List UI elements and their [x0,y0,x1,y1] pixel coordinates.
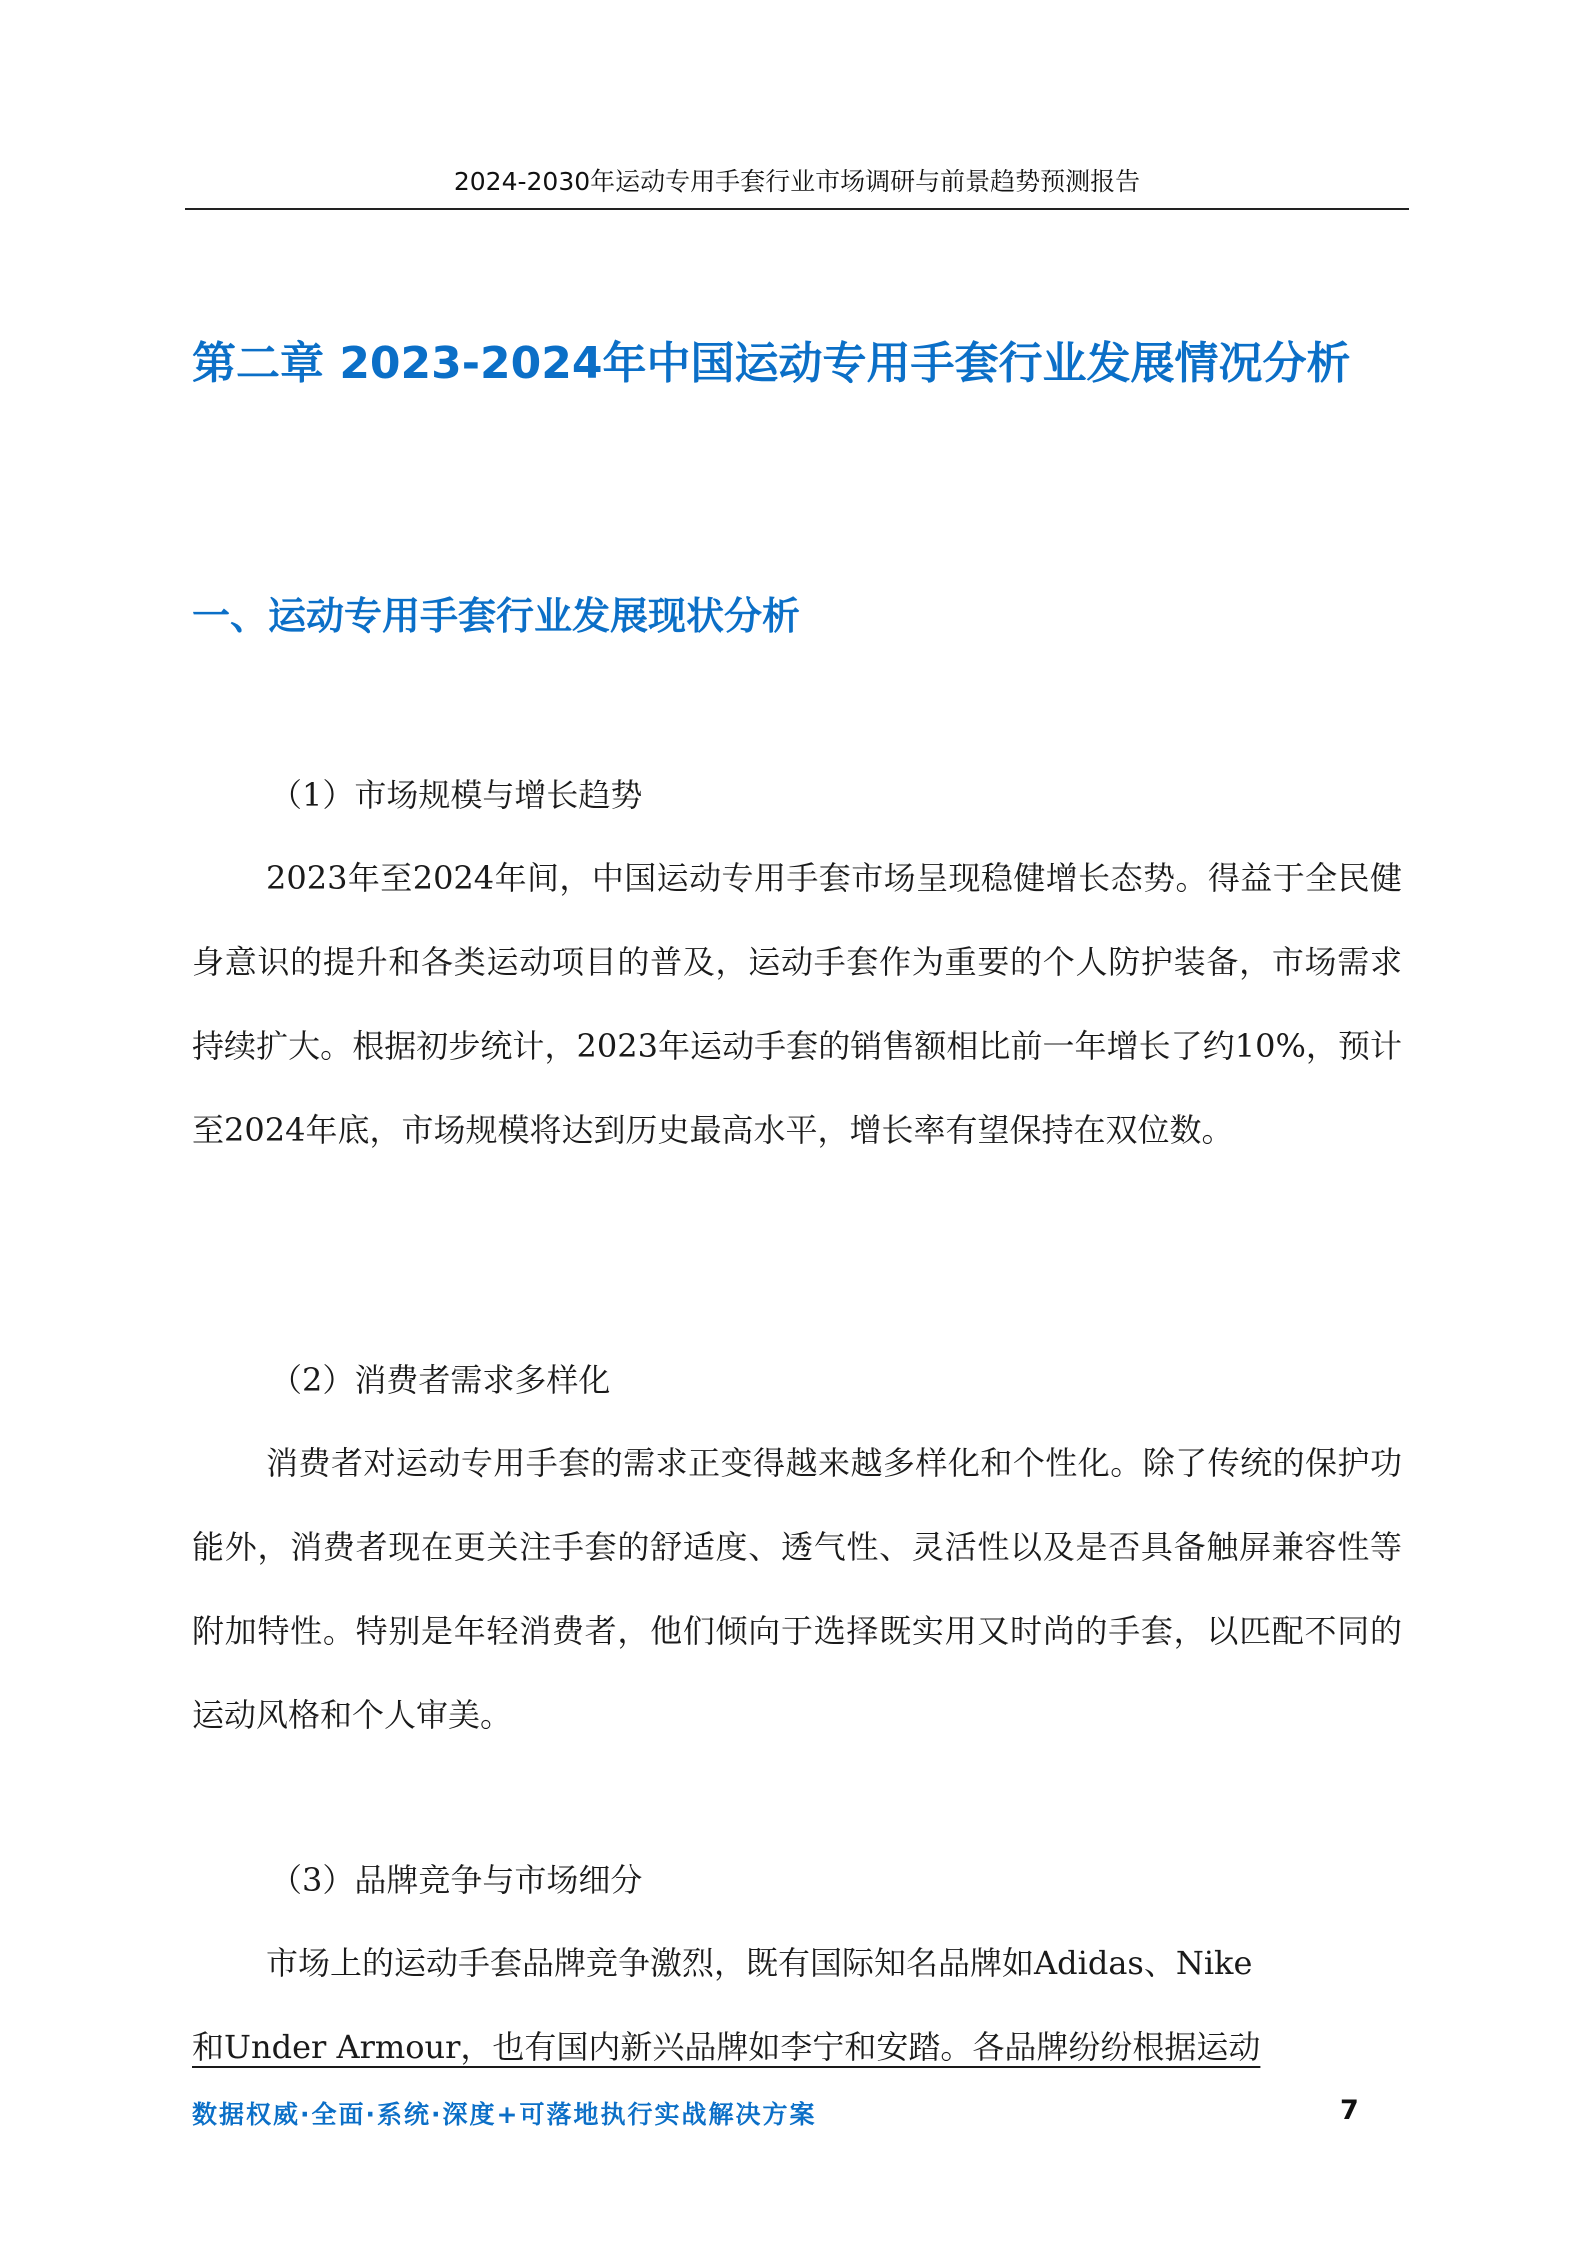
page-number: 7 [1340,2095,1359,2126]
subsection-body-1: 2023年至2024年间，中国运动专用手套市场呈现稳健增长态势。得益于全民健身意识的提升和各类运动项目的普及，运动手套作为重要的个人防护装备，市场需求持续扩大。根据初步统计，2023年运动手套的销售额相比前一年增长了约10%，预计至2024年底，市场规模将达到历史最高水平，增长率有望保持在双位数。 [192,859,1402,1149]
footer-slogan: 数据权威·全面·系统·深度+可落地执行实战解决方案 [192,2100,817,2129]
subsection-heading-1: （1）市场规模与增长趋势 [270,776,643,814]
header-divider [185,208,1409,210]
chapter-title: 第二章 2023-2024年中国运动专用手套行业发展情况分析 [192,338,1351,389]
subsection-heading-2: （2）消费者需求多样化 [270,1361,611,1399]
subsection-heading-3: （3）品牌竞争与市场细分 [270,1861,643,1899]
subsection-body-3-line-1: 市场上的运动手套品牌竞争激烈，既有国际知名品牌如Adidas、Nike [266,1944,1253,1982]
subsection-body-2: 消费者对运动专用手套的需求正变得越来越多样化和个性化。除了传统的保护功能外，消费者现在更关注手套的舒适度、透气性、灵活性以及是否具备触屏兼容性等附加特性。特别是年轻消费者，他们倾向于选择既实用又时尚的手套，以匹配不同的运动风格和个人审美。 [192,1444,1402,1734]
subsection-body-3-line-2: 和Under Armour，也有国内新兴品牌如李宁和安踏。各品牌纷纷根据运动 [192,2028,1261,2066]
report-header-title: 2024-2030年运动专用手套行业市场调研与前景趋势预测报告 [453,167,1141,196]
subsection-body-3 [192,1921,1402,2089]
section-title: 一、运动专用手套行业发展现状分析 [192,594,801,638]
